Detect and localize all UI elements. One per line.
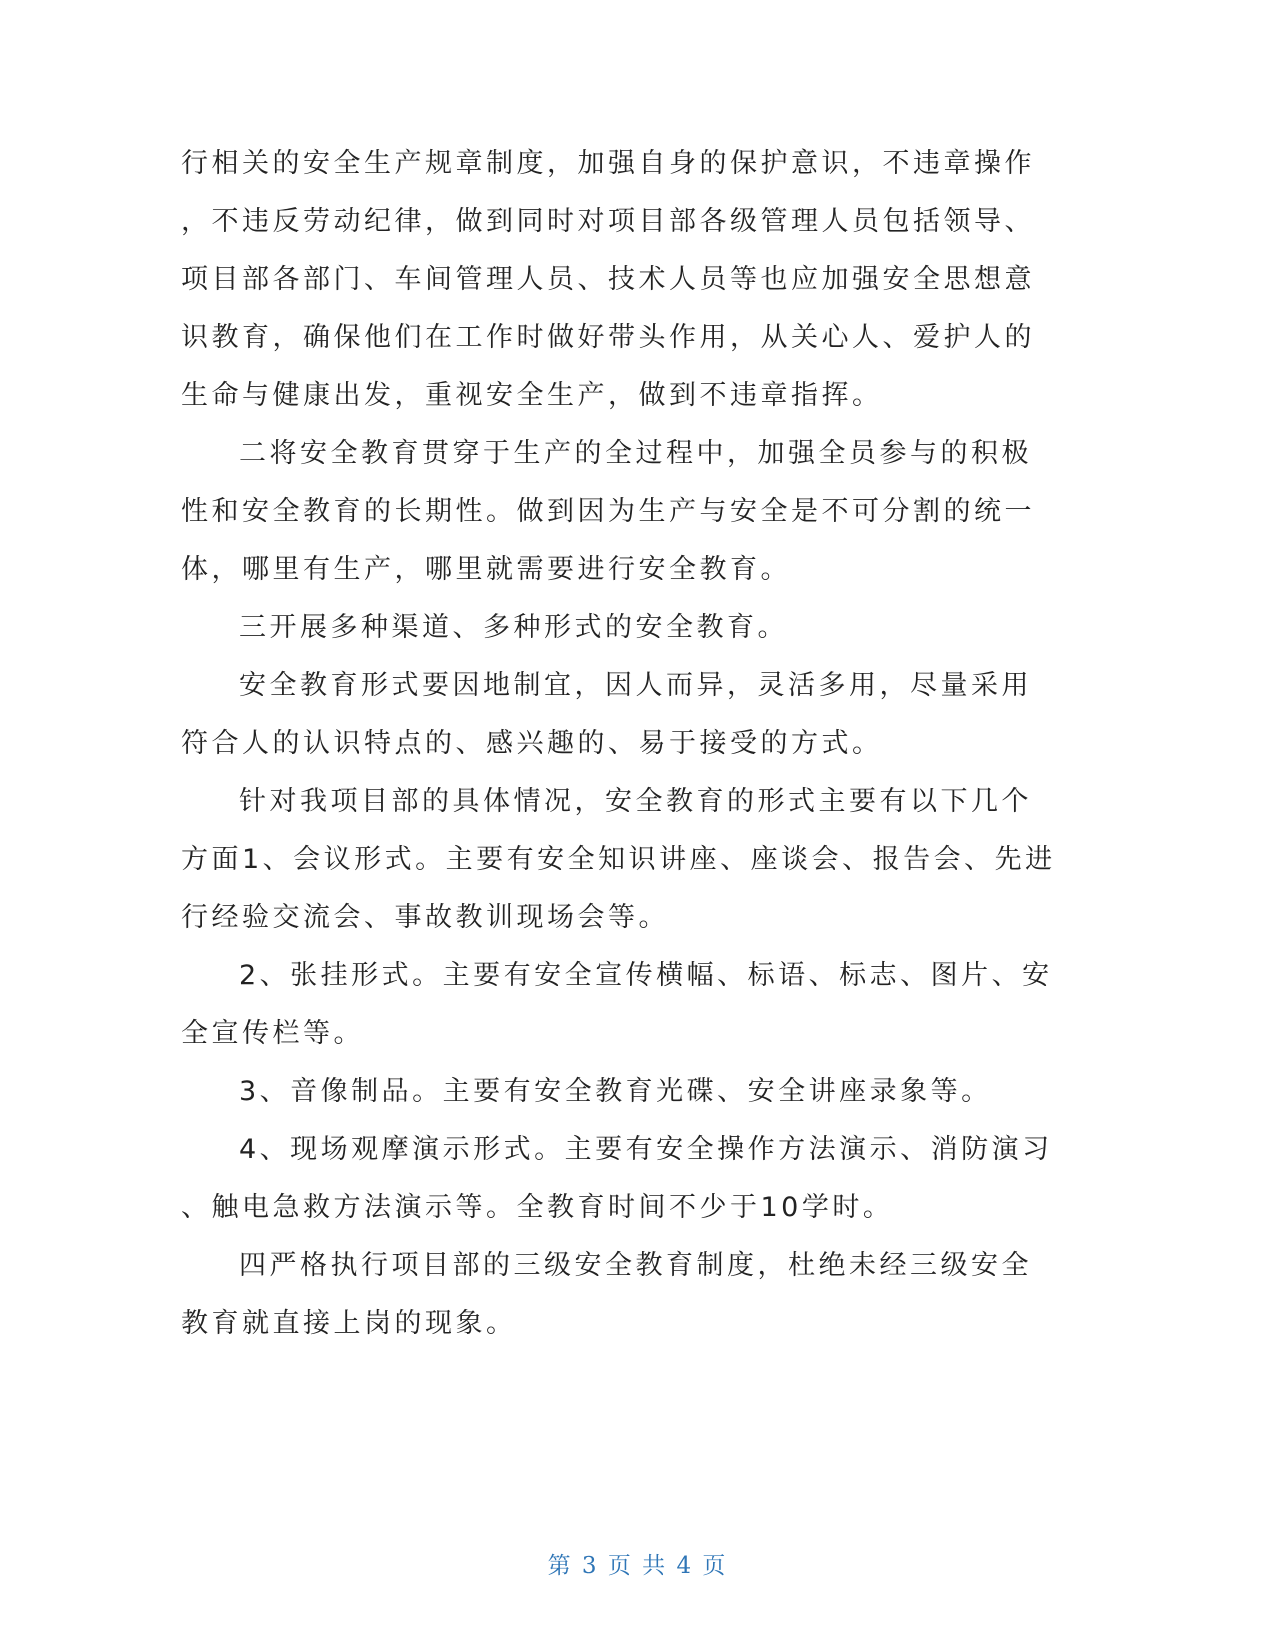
text-line: 生命与健康出发，重视安全生产，做到不违章指挥。 xyxy=(181,380,883,411)
text-line: 项目部各部门、车间管理人员、技术人员等也应加强安全思想意 xyxy=(181,264,1035,295)
text-line: 针对我项目部的具体情况，安全教育的形式主要有以下几个 xyxy=(239,786,1032,817)
text-line: 二将安全教育贯穿于生产的全过程中，加强全员参与的积极 xyxy=(239,438,1032,469)
text-line: 方面1、会议形式。主要有安全知识讲座、座谈会、报告会、先进 xyxy=(181,844,1056,875)
text-line: 性和安全教育的长期性。做到因为生产与安全是不可分割的统一 xyxy=(181,496,1035,527)
text-line: 3、音像制品。主要有安全教育光碟、安全讲座录象等。 xyxy=(239,1076,992,1107)
text-line: 行经验交流会、事故教训现场会等。 xyxy=(181,902,669,933)
text-line: 、触电急救方法演示等。全教育时间不少于10学时。 xyxy=(181,1192,894,1223)
text-line: 安全教育形式要因地制宜，因人而异，灵活多用，尽量采用 xyxy=(239,670,1032,701)
text-line: 教育就直接上岗的现象。 xyxy=(181,1308,517,1339)
text-line: 符合人的认识特点的、感兴趣的、易于接受的方式。 xyxy=(181,728,883,759)
text-line: 行相关的安全生产规章制度，加强自身的保护意识，不违章操作 xyxy=(181,148,1035,179)
text-line: 识教育，确保他们在工作时做好带头作用，从关心人、爱护人的 xyxy=(181,322,1035,353)
page-number-footer: 第 3 页 共 4 页 xyxy=(547,1553,728,1579)
text-line: 四严格执行项目部的三级安全教育制度，杜绝未经三级安全 xyxy=(239,1250,1032,1281)
text-line: 三开展多种渠道、多种形式的安全教育。 xyxy=(239,612,788,643)
text-line: 4、现场观摩演示形式。主要有安全操作方法演示、消防演习 xyxy=(239,1134,1053,1165)
text-line: 全宣传栏等。 xyxy=(181,1018,364,1049)
text-line: 2、张挂形式。主要有安全宣传横幅、标语、标志、图片、安 xyxy=(239,960,1053,991)
text-line: ，不违反劳动纪律，做到同时对项目部各级管理人员包括领导、 xyxy=(181,206,1035,237)
text-line: 体，哪里有生产，哪里就需要进行安全教育。 xyxy=(181,554,791,585)
